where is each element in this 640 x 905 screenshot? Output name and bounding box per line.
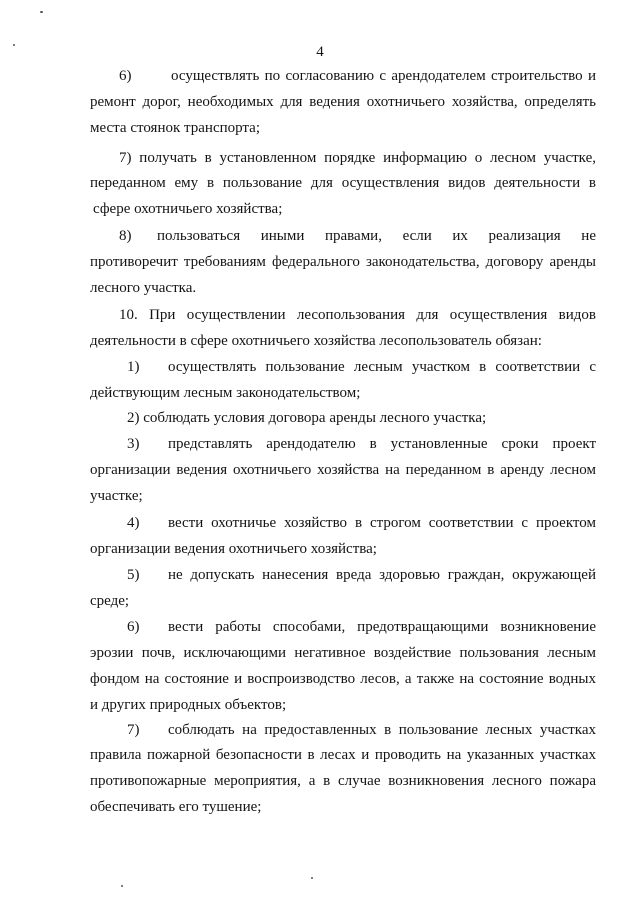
item-number: 1) (127, 359, 140, 375)
text-line: действующим лесным законодательством; (90, 385, 361, 401)
text-line: противопожарные мероприятия, а в случае возникновения лесного пожара (90, 773, 596, 789)
item-number: 7) (127, 722, 140, 738)
item-number: 3) (127, 436, 140, 452)
text-line: организации ведения охотничьего хозяйства; (90, 541, 377, 557)
text-line: вести охотничье хозяйство в строгом соответствии с проектом (168, 515, 596, 531)
text-line: представлять арендодателю в установленные сроки проект (168, 436, 596, 452)
text-line: не допускать нанесения вреда здоровью граждан, окружающей (168, 567, 596, 583)
text-line: лесного участка. (90, 280, 197, 296)
text-line: эрозии почв, исключающими негативное воздействие пользования лесным (90, 645, 596, 661)
text-line: противоречит требованиям федерального законодательства, договору аренды (90, 254, 596, 270)
text-line: соблюдать на предоставленных в пользование лесных участках (168, 722, 596, 738)
text-line: среде; (90, 593, 130, 609)
scan-speck (311, 877, 313, 879)
scan-speck (121, 885, 123, 887)
text-line: деятельности в сфере охотничьего хозяйства лесопользователь обязан: (90, 333, 542, 349)
item-number: 6) (127, 619, 140, 635)
text-line: осуществлять по согласованию с арендодателем строительство и (171, 68, 596, 84)
text-line: 2) соблюдать условия договора аренды лесного участка; (127, 410, 487, 426)
text-line: участке; (90, 488, 143, 504)
text-line: осуществлять пользование лесным участком в соответствии с (168, 359, 596, 375)
item-number: 4) (127, 515, 140, 531)
text-line: фондом на состояние и воспроизводство лесов, а также на состояние водных (90, 671, 596, 687)
text-line: переданном ему в пользование для осуществления видов деятельности в (90, 175, 596, 191)
text-line: организации ведения охотничьего хозяйства на переданном в аренду лесном (90, 462, 596, 478)
item-number: 5) (127, 567, 140, 583)
text-line: вести работы способами, предотвращающими возникновение (168, 619, 596, 635)
text-line: 10. При осуществлении лесопользования для осуществления видов (119, 307, 596, 323)
text-line: сфере охотничьего хозяйства; (93, 201, 283, 217)
text-line: обеспечивать его тушение; (90, 799, 262, 815)
scan-speck (40, 11, 43, 13)
text-line: 7) получать в установленном порядке информацию о лесном участке, (119, 150, 596, 166)
item-number: 8) (119, 228, 132, 244)
item-number: 6) (119, 68, 132, 84)
text-line: и других природных объектов; (90, 697, 287, 713)
page-number: 4 (316, 44, 324, 60)
text-line: правила пожарной безопасности в лесах и проводить на указанных участках (90, 747, 596, 763)
text-line: ремонт дорог, необходимых для ведения охотничьего хозяйства, определять (90, 94, 596, 110)
text-line: места стоянок транспорта; (90, 120, 260, 136)
text-line: пользоваться иными правами, если их реализация не (157, 228, 596, 244)
